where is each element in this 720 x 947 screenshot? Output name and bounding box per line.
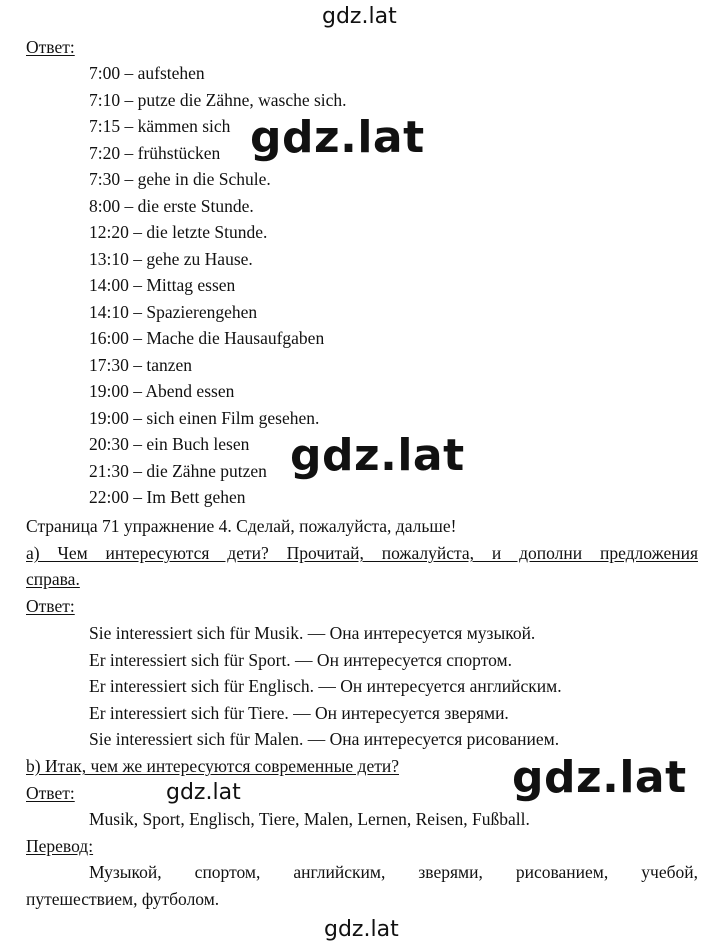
sentence-item: Sie interessiert sich für Musik. — Она интересуется музыкой. [89,623,536,643]
schedule-item: 22:00 – Im Bett gehen [89,487,246,507]
schedule-item: 8:00 – die erste Stunde. [89,195,254,216]
answer-label: Ответ: [26,37,75,57]
task-b-question: b) Итак, чем же интересуются современные дети? [26,756,399,776]
schedule-item: 7:30 – gehe in die Schule. [89,169,271,189]
watermark-large: gdz.lat [290,430,465,481]
watermark-small: gdz.lat [166,780,241,805]
watermark-bottom: gdz.lat [324,917,399,942]
sentence-item: Er interessiert sich für Englisch. — Он интересуется английским. [89,676,562,697]
schedule-item: 14:00 – Mittag essen [89,275,236,295]
answer-label: Ответ: [26,596,75,616]
schedule-item: 20:30 – ein Buch lesen [89,434,250,454]
translation-label: Перевод: [26,836,94,856]
sentence-item: Er interessiert sich für Tiere. — Он интересуется зверями. [89,702,509,723]
answer-label: Ответ: [26,783,75,803]
schedule-item: 16:00 – Mache die Hausaufgaben [89,328,325,348]
answer-b-text: Musik, Sport, Englisch, Tiere, Malen, Lernen, Reisen, Fußball. [89,809,530,829]
task-a-question-cont: справа. [26,569,80,589]
schedule-item: 13:10 – gehe zu Hause. [89,248,253,269]
translation-text-cont: путешествием, футболом. [26,889,220,909]
schedule-item: 14:10 – Spazierengehen [89,301,258,322]
schedule-item: 21:30 – die Zähne putzen [89,460,267,481]
sentence-item: Er interessiert sich für Sport. — Он интересуется спортом. [89,649,512,670]
section-heading: Страница 71 упражнение 4. Сделай, пожалуйста, дальше! [26,516,457,536]
sentence-item: Sie interessiert sich für Malen. — Она интересуется рисованием. [89,729,560,750]
schedule-item: 7:15 – kämmen sich [89,116,231,136]
translation-text: Музыкой, спортом, английским, зверями, рисованием, учебой, [89,862,698,882]
schedule-item: 19:00 – sich einen Film gesehen. [89,407,320,428]
schedule-item: 19:00 – Abend essen [89,381,235,401]
schedule-item: 7:00 – aufstehen [89,63,205,83]
watermark-top: gdz.lat [322,4,397,29]
watermark-large: gdz.lat [512,752,687,803]
schedule-item: 7:20 – frühstücken [89,142,221,163]
schedule-item: 7:10 – putze die Zähne, wasche sich. [89,89,347,110]
task-a-question: а) Чем интересуются дети? Прочитай, пожалуйста, и дополни предложения [26,543,698,563]
schedule-item: 17:30 – tanzen [89,354,193,375]
watermark-large: gdz.lat [250,112,425,163]
schedule-item: 12:20 – die letzte Stunde. [89,222,268,242]
